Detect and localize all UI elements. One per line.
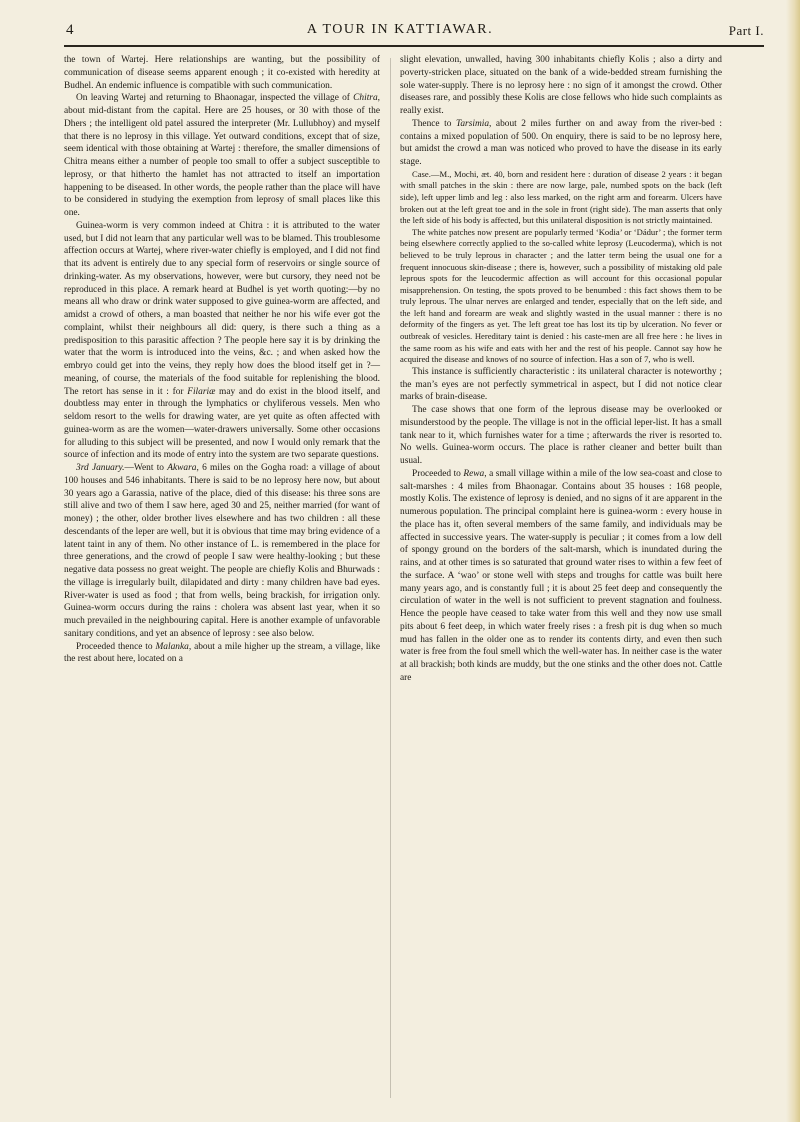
paragraph: On leaving Wartej and returning to Bhaonagar, inspected the village of Chitra, about mid-distant from the capital. Here are 25 houses, or 30 with those of the Dhers ; the intelligent old patel assured the interpreter (Mr. Lullubhoy) and myself that there is no leprosy in this village. Yet outward conditions, except that of size, seem identical with those obtaining at Wartej : therefore, the smaller dimensions of Chitra means either a number of people too small to offer a subject susceptible to leprosy, or that hitherto the hamlet has not attracted to itself an importation happening to be diseased. In other words, the people rather than the place will have to be considered in studying the exemption from leprosy of small places like this one. (64, 93, 380, 218)
place-name: Tarsimia (456, 118, 490, 129)
paragraph: This instance is sufficiently characteristic : its unilateral character is noteworthy ; the man’s eyes are not perfectly symmetrical in aspect, but I did not notice clear marks of brain-disease. (400, 366, 722, 403)
left-column (64, 54, 380, 666)
column-divider (390, 58, 391, 1098)
paragraph: slight elevation, unwalled, having 300 inhabitants chiefly Kolis ; also a dirty and poverty-stricken place, situated on the bank of a wide-bedded stream furnishing the sole water-supply. There is no leprosy here : no sign of it amongst the crowd. Other diseases rare, and possibly these Kolis are close fellows who hide such complaints as really exist. (400, 55, 722, 116)
place-name: Malanka (155, 641, 189, 652)
header-rule (64, 45, 764, 47)
paragraph: the town of Wartej. Here relationships are wanting, but the possibility of communication of disease seems apparent enough ; it co-existed with heredity at Budhel. An endemic influence is compatible with such communication. (64, 55, 380, 91)
place-name: Rewa (463, 468, 485, 479)
italic-term: Filariæ (187, 386, 216, 397)
paragraph: Thence to Tarsimia, about 2 miles further on and away from the river-bed : contains a mixed population of 500. On enquiry, there is said to be no leprosy here, but amidst the crowd a man was noticed who proved to have the disease in its early stage. (400, 118, 722, 167)
paragraph: 3rd January.—Went to Akwara, 6 miles on the Gogha road: a village of about 100 houses and 546 inhabitants. There is said to be no leprosy here now, but about 30 years ago a Garassia, native of the place, died of this disease: his three sons are still alive and two of them I saw here, aged 30 and 25, neither married (for want of money) ; the other, older brother lives elsewhere and has two children : all these descendants of the leper are well, but it is obvious that time may bring evidence of a latent taint in any of them. No other instance of L. is remembered in the place for three generations, and the crowd of people I saw were healthy-looking ; but these negative data possess no great weight. The people are chiefly Kolis and Bhurwads : the village is irregularly built, dilapidated and dirty : many children have bad eyes. River-water is used as food ; that from wells, being brackish, for irrigation only. Guinea-worm occurs during the rains : cholera was absent last year, when it so much prevailed in the neighbouring capital. Here is another example of unfavorable sanitary conditions, and yet an absence of leprosy : see also below. (64, 463, 380, 639)
place-name: Akwara (167, 463, 197, 473)
paragraph: The case shows that one form of the leprous disease may be overlooked or misunderstood by the people. The village is not in the official leper-list. It has a small tank near to it, which furnishes water for a time ; afterwards the river is resorted to. No wells. Guinea-worm occurs. The place is rather cleaner and better built than usual. (400, 405, 722, 467)
case-note: The white patches now present are popularly termed ‘Kodia’ or ‘Dádur’ ; the former term being elsewhere correctly applied to the so-called white leprosy (Leucoderma), which is not believed to be truly leprous in character ; and the latter term being the usual one for a frequent innocuous skin-disease ; there is, however, such a possibility of mistaking old pale leprous spots for the leucodermic affection as will account for this occasional popular misapprehension. On testing, the spots proved to be benumbed : this fact shows them to be truly leprous. The ulnar nerves are enlarged and tender, especially that on the left side, and the left hand and forearm are weak and slightly wasted in the usual manner : there is no deformity of the fingers as yet. The left great toe has lost its tip by ulceration. No fever or outbreak of vesicles. Hereditary taint is denied : his caste-men are all free here : he lives in the same room as his wife and eats with her and the rest of his people. Cannot say how he acquired the disease and knows of no source of infection. Has a son of 7, who is well. (400, 226, 722, 365)
running-title: A TOUR IN KATTIAWAR. (306, 22, 494, 37)
date-heading: 3rd January. (76, 463, 125, 473)
paragraph: Proceeded to Rewa, a small village within a mile of the low sea-coast and close to salt-marshes : 4 miles from Bhaonagar. Contains about 35 houses : 168 people, mostly Kolis. The existence of leprosy is denied, and no signs of it are apparent in the numerous population. The principal complaint here is guinea-worm : every house in the place has it, often several members of the same family, and individuals may be affected in successive years. The water-supply is peculiar ; it comes from a low dell of spongy ground on the borders of the salt-marsh, which is inundated during the rains, and at other times is so saturated that ground water rises to within a few feet of the surface. A ‘wao’ or stone well with steps and troughs for cattle was built here many years ago, and is constantly full ; it is about 25 feet deep and consequently the circulation of water in the well is not sufficient to prevent stagnation and foulness. Hence the people have ceased to take water from this well and they now use small pits about 6 feet deep, in which water freely rises : a fresh pit is dug when so much mud has fallen in the older one as to render its contents dirty, and even then such water is free from the foul smell which the well-water has. In neither case is the water at all brackish; both kinds are muddy, but the one stinks and the other does not. Cattle are (400, 468, 723, 683)
page-edge (786, 0, 800, 1122)
paragraph: Proceeded thence to Malanka, about a mile higher up the stream, a village, like the rest about here, located on a (64, 641, 380, 665)
part-label: Part I. (728, 23, 764, 38)
paragraph: Guinea-worm is very common indeed at Chitra : it is attributed to the water used, but I did not learn that any particular well was to be blamed. This troublesome affection occurs at Wartej, where river-water chiefly is employed, and I did not find that its advent is entirely due to any special form of reservoirs or single source of drinking-water. As my observations, however, were but cursory, they need not be reproduced in this place. A remark heard at Budhel is yet worth quoting:—by no means all who draw or drink water supposed to give guinea-worm are affected, and amidst a crowd of others, a man boasted that neither he nor his wife ever got the complaint, whilst their neighbours all did: query, is there such a thing as a predisposition to this parasitic affection ? The people here say it is by drinking the water that the worm is introduced into the veins, &c. ; and when asked how the embryo could get into the veins, they reply how does the blood itself get in ?—meaning, of course, the materials of the food suitable for replenishing the blood. The retort has sense in it : for Filariæ may and do exist in the blood itself, and doubtless may enter in through the lymphatics or chyliferous vessels. Men who seldom resort to the wells for drawing water, are yet quite as often affected with guinea-worm as are the women—water-drawers universally. Some other occasions for alluding to this subject will be presented, and now I would only remark that the source of infection and its mode of entry into the system are two separate questions. (64, 220, 381, 461)
place-name: Chitra (353, 93, 378, 104)
running-header (36, 18, 764, 40)
page-number: 4 (66, 22, 74, 38)
right-column (400, 54, 722, 685)
case-note: Case.—M., Mochi, æt. 40, born and resident here : duration of disease 2 years : it began with small patches in the skin : there are now large, pale, numbed spots on the back (left side), left upper limb and leg : also less marked, on the right arm and forearm. Ulcers have broken out at the left great toe and in the sole in front (right side). The man asserts that only the left side of his body is affected, but this unilateral disposition is not strictly maintained. (400, 168, 722, 226)
